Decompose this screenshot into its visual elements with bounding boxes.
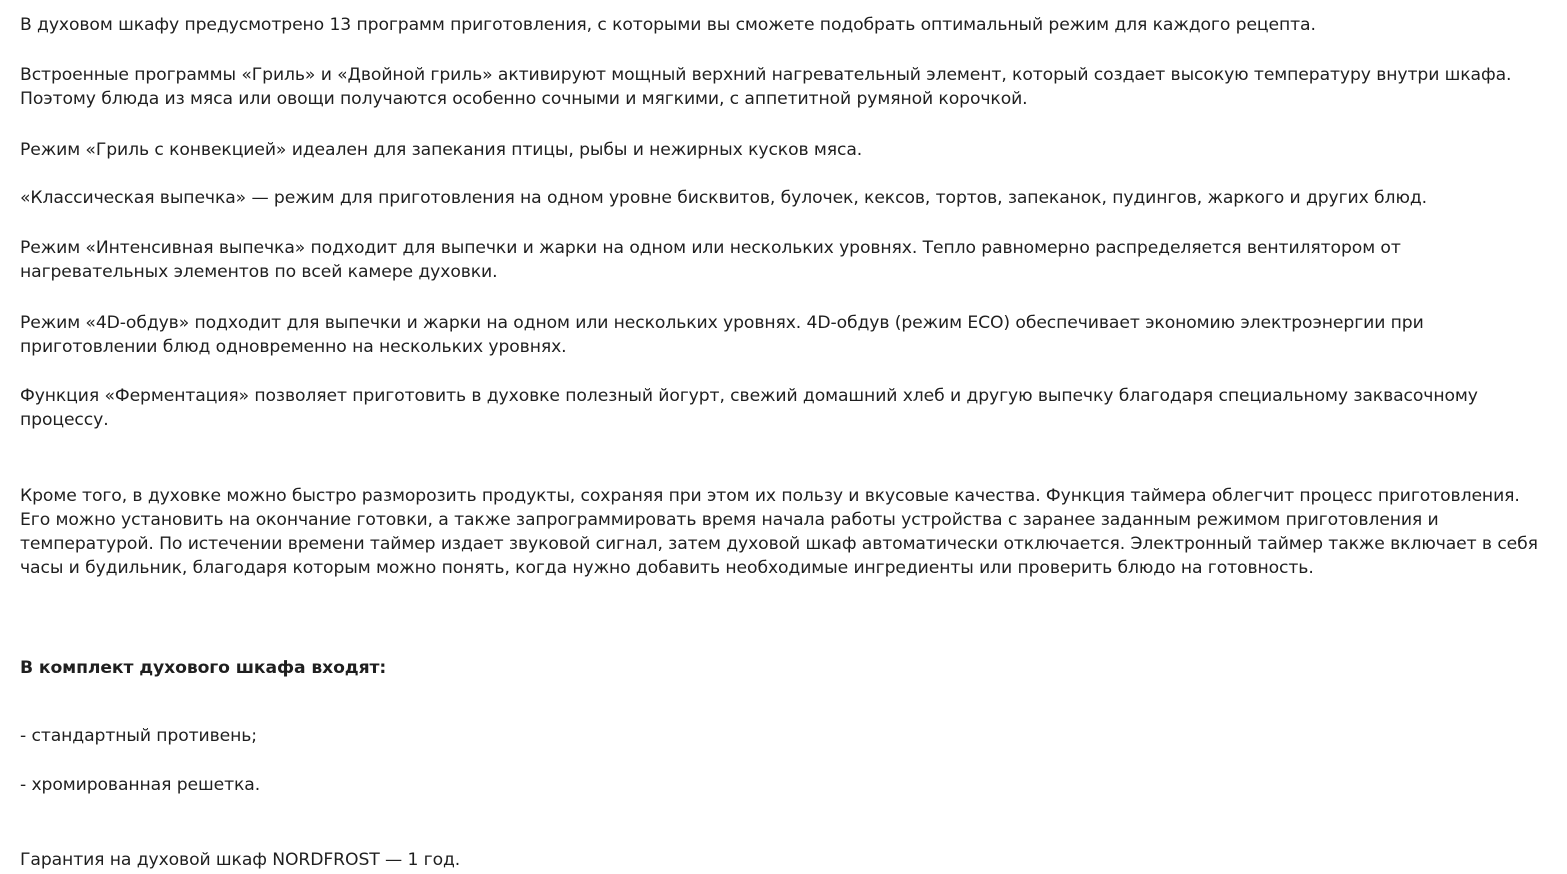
paragraph-defrost-timer: Кроме того, в духовке можно быстро разморозить продукты, сохраняя при этом их пользу и вкусовые качества. Функция таймера облегчит процесс приготовления. Его можно установить на окончание готовки, а также запрограммировать время начала работы устройства с заранее заданным режимом приготовления и температурой. По истечении времени таймер издает звуковой сигнал, затем духовой шкаф автоматически отключается. Электронный таймер также включает в себя часы и будильник, благодаря которым можно понять, когда нужно добавить необходимые ингредиенты или проверить блюдо на готовность. <box>20 486 1538 578</box>
paragraph-fermentation: Функция «Ферментация» позволяет приготовить в духовке полезный йогурт, свежий домашний хлеб и другую выпечку благодаря специальному заквасочному процессу. <box>20 386 1478 430</box>
kit-item-tray: - стандартный противень; <box>20 726 257 746</box>
paragraph-programs: В духовом шкафу предусмотрено 13 программ приготовления, с которыми вы сможете подобрать оптимальный режим для каждого рецепта. <box>20 15 1316 35</box>
paragraph-classic-baking: «Классическая выпечка» — режим для приготовления на одном уровне бисквитов, булочек, кексов, тортов, запеканок, пудингов, жаркого и других блюд. <box>20 188 1427 208</box>
paragraph-intensive-baking: Режим «Интенсивная выпечка» подходит для выпечки и жарки на одном или нескольких уровнях. Тепло равномерно распределяется вентилятором от нагревательных элементов по всей камере духовки. <box>20 238 1401 282</box>
paragraph-convection-grill: Режим «Гриль с конвекцией» идеален для запекания птицы, рыбы и нежирных кусков мяса. <box>20 140 863 160</box>
paragraph-grill: Встроенные программы «Гриль» и «Двойной гриль» активируют мощный верхний нагревательный элемент, который создает высокую температуру внутри шкафа. Поэтому блюда из мяса или овощи получаются особенно сочными и мягкими, с аппетитной румяной корочкой. <box>20 65 1512 109</box>
warranty-text: Гарантия на духовой шкаф NORDFROST — 1 год. <box>20 850 461 870</box>
paragraph-4d-airflow: Режим «4D-обдув» подходит для выпечки и жарки на одном или нескольких уровнях. 4D-обдув (режим ECO) обеспечивает экономию электроэнергии при приготовлении блюд одновременно на нескольких уровнях. <box>20 313 1424 357</box>
kit-item-rack: - хромированная решетка. <box>20 775 261 795</box>
kit-heading: В комплект духового шкафа входят: <box>20 658 387 678</box>
